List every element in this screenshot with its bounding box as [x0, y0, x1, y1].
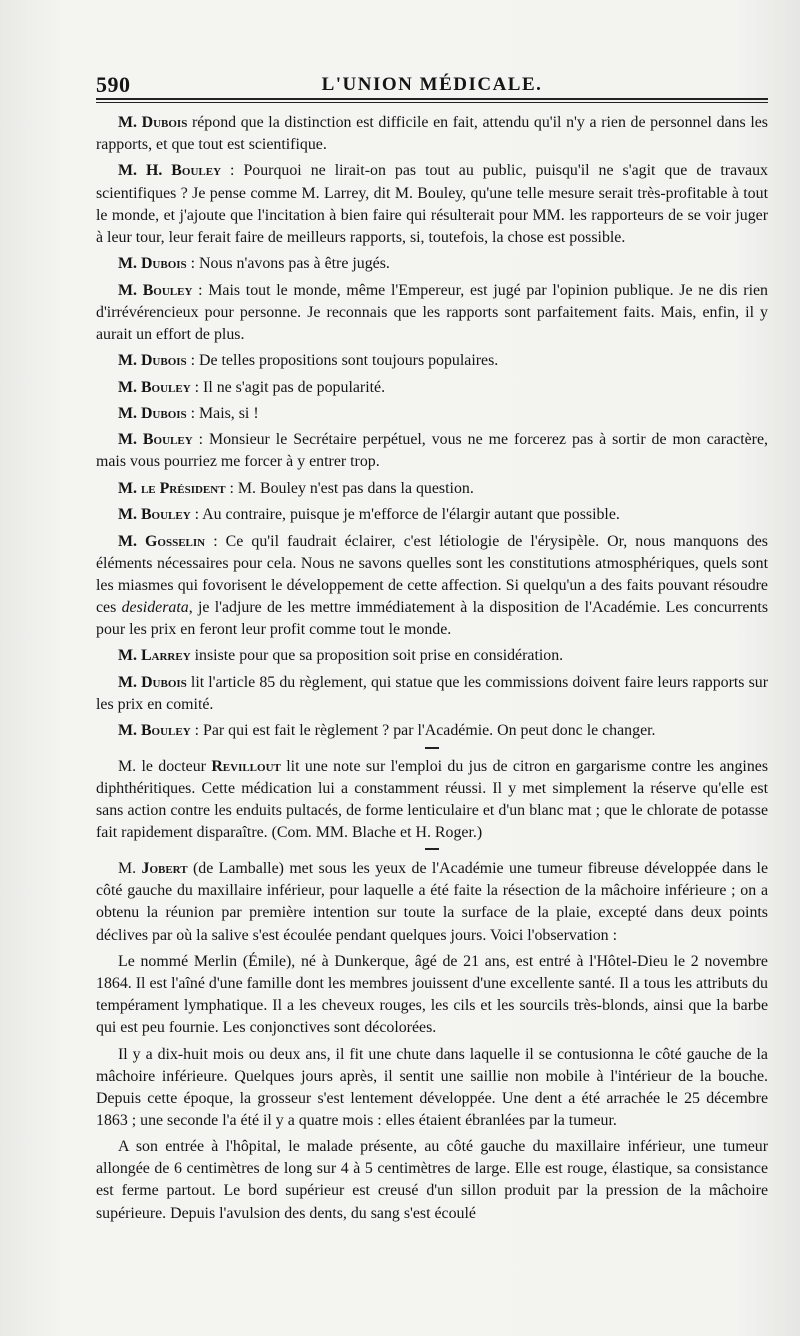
section-separator [425, 848, 439, 850]
speaker: M. Bouley [118, 281, 193, 299]
paragraph [96, 160, 768, 248]
communication-paragraph [96, 858, 768, 946]
communication-prefix: M. le docteur [118, 757, 212, 775]
observation-paragraph: Il y a dix-huit mois ou deux ans, il fit une chute dans laquelle il se contusionna le côté gauche de la mâchoire inférieure. Quelques jours après, il sentit une saillie non mobile à l'intérieur de la bouche. Depuis cette époque, la grosseur s'est lentement développée. Une dent a été arrachée le 25 décembre 1863 ; une seconde l'a été il y a quatre mois : elles étaient ébranlées par la tumeur. [96, 1045, 768, 1129]
paragraph [96, 504, 768, 526]
paragraph [96, 403, 768, 425]
speaker: M. Dubois [118, 352, 187, 370]
paragraph [96, 531, 768, 641]
observation-paragraph: A son entrée à l'hôpital, le malade présente, au côté gauche du maxillaire inférieur, une tumeur allongée de 6 centimètres de long sur 4 à 5 centimètres de large. Elle est rouge, élastique, sa consistance est ferme partout. Le bord supérieur est creusé d'un sillon produit par la pression de la mâchoire supérieure. Depuis l'avulsion des dents, du sang s'est écoulé [96, 1138, 768, 1222]
paragraph-text: répond que la distinction est difficile en fait, attendu qu'il n'y a rien de personnel dans les rapports, et que tout est scientifique. [96, 114, 768, 154]
speaker: M. Bouley [118, 506, 191, 524]
paragraph [96, 645, 768, 667]
paragraph-text: : Monsieur le Secrétaire perpétuel, vous ne me forcerez pas à sortir de mon caractère, mais vous pourriez me forcer à y entrer trop. [96, 431, 768, 471]
paragraph [96, 478, 768, 500]
paragraph-text-after: , je l'adjure de les mettre immédiatement à la disposition de l'Académie. Les concurrents pour les prix en feront leur profit comme tout le monde. [96, 598, 768, 638]
speaker: M. Gosselin [118, 532, 206, 550]
communication-paragraph [96, 756, 768, 844]
speaker: M. Bouley [118, 378, 191, 396]
running-title: L'UNION MÉDICALE. [321, 74, 543, 95]
speaker: M. le Président [118, 479, 226, 497]
observation-paragraph: Le nommé Merlin (Émile), né à Dunkerque, âgé de 21 ans, est entré à l'Hôtel-Dieu le 2 novembre 1864. Il est l'aîné d'une famille dont les membres jouissent d'une excellente santé. Il a tous les attributs du tempérament lymphatique. Il a les cheveux rouges, les cils et les sourcils très-blonds, ainsi que la barbe qui est peu fournie. Les conjonctives sont décolorées. [96, 952, 768, 1037]
paragraph-text: : Il ne s'agit pas de popularité. [190, 378, 386, 396]
paragraph-text: lit une note sur l'emploi du jus de citron en gargarisme contre les angines diphthéritiques. Cette médication lui a constamment réussi. Il y met simplement la réserve qu'elle est sans action contre les enduits pultacés, de forme lenticulaire et d'un blanc mat ; que le chlorate de potasse fait rapidement disparaître. (Com. MM. Blache et H. Roger.) [96, 757, 769, 841]
paragraph [96, 253, 768, 275]
author-name: Revillout [211, 757, 281, 775]
page-header [96, 72, 768, 98]
speaker: M. Dubois [118, 255, 187, 273]
paragraph [96, 720, 768, 742]
paragraph [96, 350, 768, 372]
speaker: M. Bouley [118, 722, 191, 740]
speaker: M. H. Bouley [118, 162, 222, 180]
paragraph [96, 672, 768, 716]
paragraph-text: : Ce qu'il faudrait éclairer, c'est létiologie de l'érysipèle. Or, nous manquons des éléments nécessaires pour cela. Nous ne savons quelles sont les constitutions atmosphériques, quels sont les miasmes qui fovorisent le développement de cette affection. Si quelqu'un a des faits pouvant résoudre ces [96, 532, 768, 616]
paragraph-text: : Nous n'avons pas à être jugés. [186, 255, 390, 273]
paragraph-text: : De telles propositions sont toujours populaires. [186, 352, 499, 370]
header-rule [96, 98, 768, 103]
paragraph [96, 429, 768, 473]
paragraph [96, 280, 768, 346]
author-name: Jobert [141, 860, 188, 878]
speaker: M. Larrey [118, 647, 191, 665]
paragraph [96, 377, 768, 399]
paragraph-text: : Mais tout le monde, même l'Empereur, est jugé par l'opinion publique. Je ne dis rien d'irrévérencieux pour personne. Je reconnais que les rapports sont parfaitement faits. Mais, enfin, il y aurait un effort de plus. [96, 281, 768, 343]
italic-term: desiderata [121, 598, 189, 616]
page-number: 590 [96, 72, 131, 97]
speaker: M. Bouley [118, 431, 193, 449]
paragraph [96, 112, 768, 156]
paragraph-text: : Mais, si ! [186, 404, 259, 422]
speaker: M. Dubois [118, 673, 187, 691]
paragraph-text: lit l'article 85 du règlement, qui statue que les commissions doivent faire leurs rapports sur les prix en comité. [96, 673, 769, 713]
paragraph-text: : Par qui est fait le règlement ? par l'Académie. On peut donc le changer. [190, 722, 656, 740]
section-separator [425, 747, 439, 749]
paragraph-text: : Pourquoi ne lirait-on pas tout au public, puisqu'il ne s'agit que de travaux scientifiques ? Je pense comme M. Larrey, dit M. Bouley, qu'une telle mesure serait très-profitable à tout le monde, et j'ajoute que l'incitation à bien faire qui résulterait pour MM. les rapporteurs de se voir juger à leur tour, leur ferait faire de meilleurs rapports, si, toutefois, la chose est possible. [96, 162, 769, 246]
body-text [96, 112, 768, 1229]
paragraph-text: : M. Bouley n'est pas dans la question. [225, 479, 474, 497]
speaker: M. Dubois [118, 114, 188, 131]
communication-prefix: M. [118, 860, 142, 878]
paragraph-text: insiste pour que sa proposition soit prise en considération. [190, 647, 564, 665]
paragraph-text: : Au contraire, puisque je m'efforce de l'élargir autant que possible. [190, 506, 620, 524]
speaker: M. Dubois [118, 404, 187, 422]
paragraph-text: (de Lamballe) met sous les yeux de l'Académie une tumeur fibreuse développée dans le côté gauche du maxillaire inférieur, pour laquelle a été faite la résection de la mâchoire inférieure ; on a obtenu la réunion par première intention sur toute la surface de la plaie, excepté dans deux points déclives par où la salive s'est écoulée pendant quelques jours. Voici l'observation : [96, 860, 768, 944]
